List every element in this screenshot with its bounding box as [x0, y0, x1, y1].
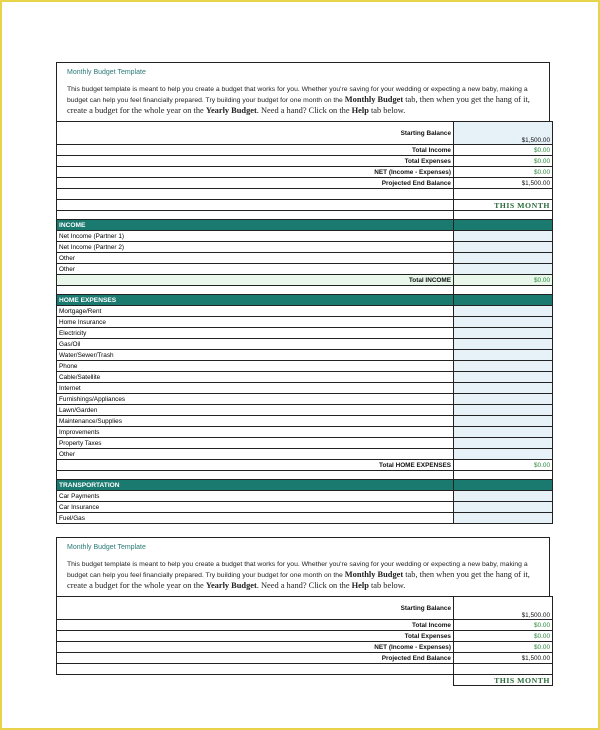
line-item: Other [57, 449, 553, 460]
intro-text: This budget template is meant to help you create a budget that works for you. Whether you're saving for your wedding or expecting a new baby, making a budget can help you feel financially prepared. Try building your budget for one month on the Monthly Budget tab, then when you get the hang of it, create a budget for the whole year on the Yearly Budget. Need a hand? Click on the Help tab below. [67, 561, 530, 590]
intro-text: This budget template is meant to help you create a budget that works for you. Whether you're saving for your wedding or expecting a new baby, making a budget can help you feel financially prepared. Try building your budget for one month on the Monthly Budget tab, then when you get the hang of it, create a budget for the whole year on the Yearly Budget. Need a hand? Click on the Help tab below. [67, 86, 530, 115]
line-item: Water/Sewer/Trash [57, 350, 553, 361]
line-item: Other [57, 264, 553, 275]
budget-table-1 [56, 121, 553, 524]
line-item: Fuel/Gas [57, 513, 553, 524]
summary-row: Total Expenses $0.00 [57, 156, 553, 167]
line-item: Home Insurance [57, 317, 553, 328]
total-home-expenses-row: Total HOME EXPENSES $0.00 [57, 460, 553, 471]
this-month-header: THIS MONTH [454, 200, 553, 211]
line-item: Cable/Satellite [57, 372, 553, 383]
budget-sheet-1 [56, 62, 550, 524]
line-item: Electricity [57, 328, 553, 339]
budget-table-2 [56, 596, 553, 686]
summary-row: Total Income $0.00 [57, 620, 553, 631]
blank-row [57, 664, 553, 675]
column-header-row [57, 675, 553, 686]
summary-row: Projected End Balance $1,500.00 [57, 653, 553, 664]
section-header-home-expenses: HOME EXPENSES [57, 295, 553, 306]
summary-row: Projected End Balance $1,500.00 [57, 178, 553, 189]
template-title: Monthly Budget Template [67, 69, 146, 76]
line-item: Furnishings/Appliances [57, 394, 553, 405]
line-item: Improvements [57, 427, 553, 438]
summary-row: NET (Income - Expenses) $0.00 [57, 167, 553, 178]
this-month-header: THIS MONTH [454, 675, 553, 686]
summary-row: Starting Balance $1,500.00 [57, 597, 553, 620]
line-item: Phone [57, 361, 553, 372]
section-header-income: INCOME [57, 220, 553, 231]
budget-sheet-2 [56, 537, 550, 686]
line-item: Maintenance/Supplies [57, 416, 553, 427]
template-title: Monthly Budget Template [67, 544, 146, 551]
line-item: Other [57, 253, 553, 264]
line-item: Net Income (Partner 1) [57, 231, 553, 242]
section-header-transportation: TRANSPORTATION [57, 480, 553, 491]
line-item: Mortgage/Rent [57, 306, 553, 317]
line-item: Car Insurance [57, 502, 553, 513]
line-item: Net Income (Partner 2) [57, 242, 553, 253]
summary-row: NET (Income - Expenses) $0.00 [57, 642, 553, 653]
total-income-row: Total INCOME $0.00 [57, 275, 553, 286]
column-header-row [57, 200, 553, 211]
line-item: Internet [57, 383, 553, 394]
blank-row [57, 189, 553, 200]
line-item: Lawn/Garden [57, 405, 553, 416]
line-item: Property Taxes [57, 438, 553, 449]
template-header [56, 537, 550, 596]
starting-balance-cell[interactable]: $1,500.00 [454, 122, 553, 145]
line-item: Gas/Oil [57, 339, 553, 350]
line-item: Car Payments [57, 491, 553, 502]
summary-row: Starting Balance $1,500.00 [57, 122, 553, 145]
summary-row: Total Income $0.00 [57, 145, 553, 156]
summary-row: Total Expenses $0.00 [57, 631, 553, 642]
template-header [56, 62, 550, 121]
